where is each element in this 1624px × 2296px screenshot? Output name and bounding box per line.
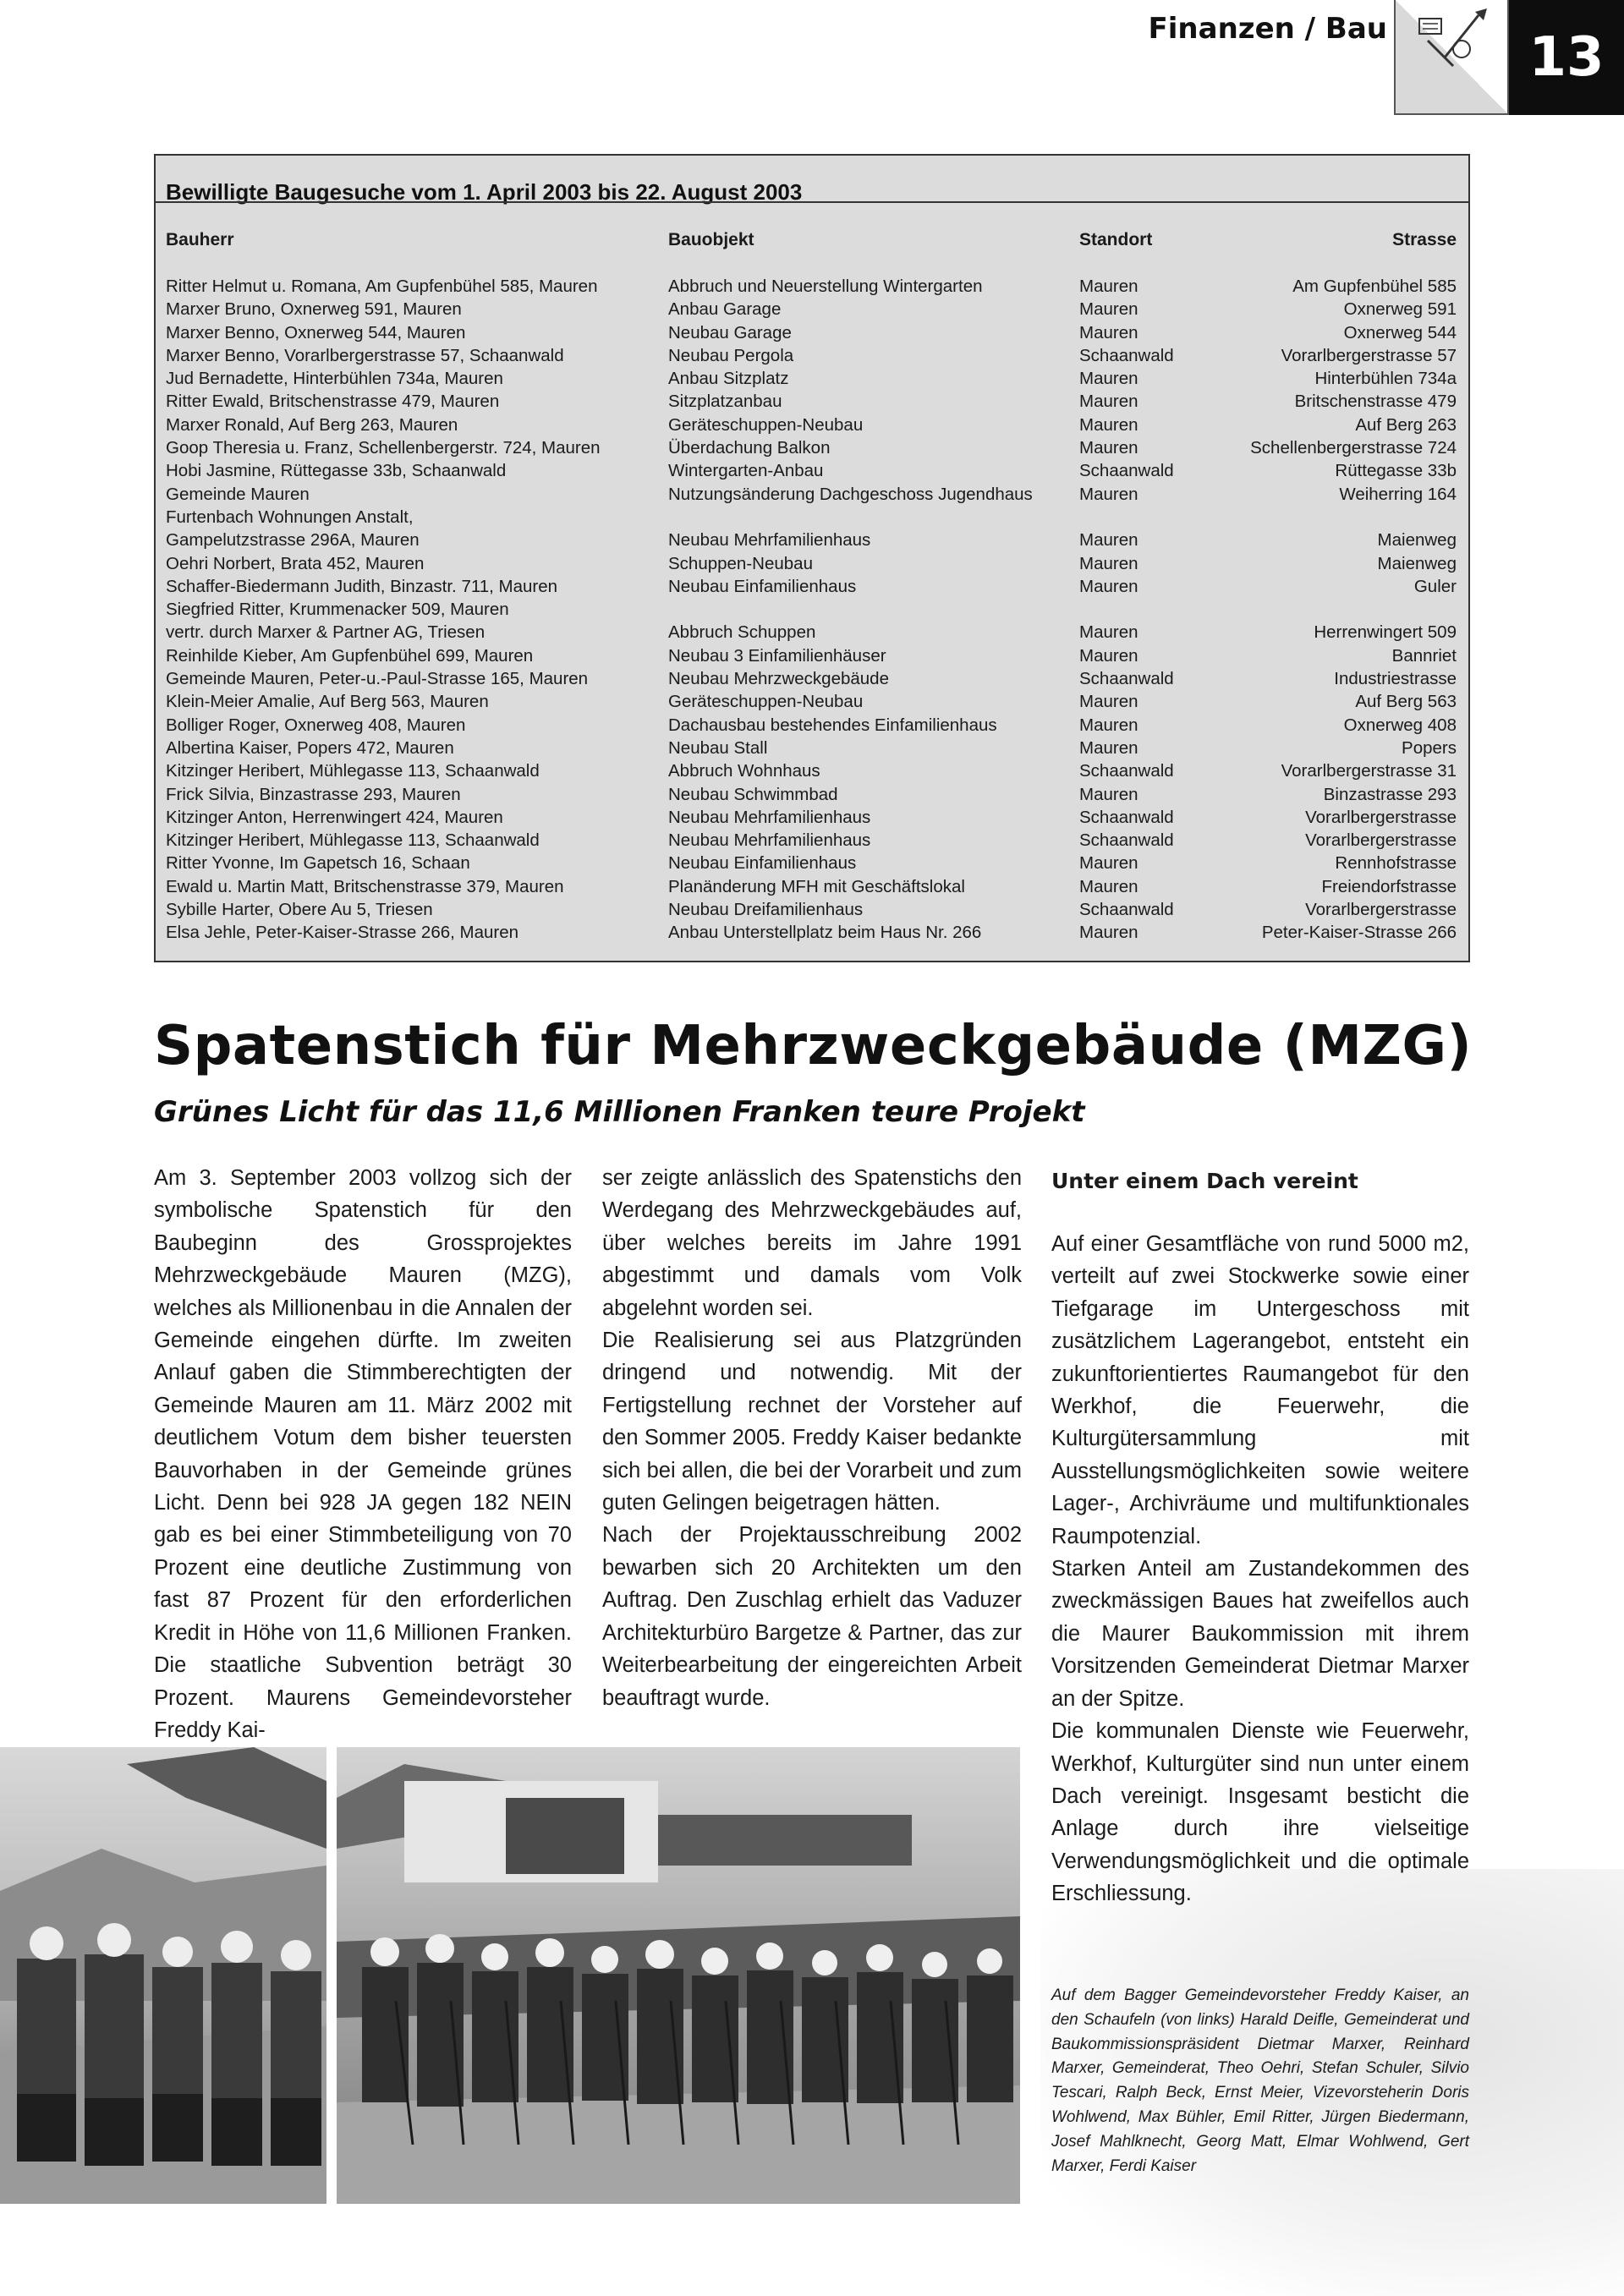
table-cell: Albertina Kaiser, Popers 472, Mauren — [166, 737, 454, 758]
table-row — [166, 414, 1457, 436]
table-row — [166, 690, 1457, 713]
table-cell: Schaffer-Biedermann Judith, Binzastr. 711, Mauren — [166, 576, 558, 596]
table-cell: Elsa Jehle, Peter-Kaiser-Strasse 266, Mauren — [166, 923, 519, 943]
table-row — [166, 390, 1457, 413]
table-row — [166, 344, 1457, 367]
table-row — [166, 783, 1457, 806]
table-cell: Schaanwald — [1079, 461, 1174, 481]
table-cell: Anbau Sitzplatz — [668, 369, 789, 389]
table-row — [166, 506, 1457, 529]
table-cell: Oehri Norbert, Brata 452, Mauren — [166, 553, 425, 573]
table-cell: Bannriet — [1391, 645, 1457, 666]
table-cell: Siegfried Ritter, Krummenacker 509, Mauren — [166, 600, 509, 620]
table-cell: Geräteschuppen-Neubau — [668, 692, 864, 712]
table-row — [166, 875, 1457, 898]
paragraph: Die kommunalen Dienste wie Feuerwehr, Werkhof, Kulturgüter sind nun unter einem Dach vereinigt. Insgesamt besticht die Anlage durch ihre vielseitige Verwendungsmöglichkeit und die optimale Erschliessung. — [1051, 1719, 1469, 1906]
table-cell: Vorarlbergerstrasse — [1305, 807, 1457, 827]
table-row — [166, 667, 1457, 690]
column-header: Standort — [1079, 230, 1153, 249]
table-cell: Neubau Pergola — [668, 345, 794, 365]
construction-tools-icon — [1394, 0, 1509, 115]
table-cell: Mauren — [1079, 715, 1138, 735]
table-cell: Neubau Schwimmbad — [668, 784, 838, 804]
table-cell — [1079, 506, 1248, 529]
table-cell: Anbau Garage — [668, 299, 782, 320]
table-cell: Mauren — [1079, 414, 1138, 435]
table-cell: Mauren — [1079, 369, 1138, 389]
table-cell: Planänderung MFH mit Geschäftslokal — [668, 876, 965, 896]
table-cell — [668, 598, 1079, 621]
table-cell: Kitzinger Heribert, Mühlegasse 113, Schaanwald — [166, 761, 540, 781]
table-cell: Reinhilde Kieber, Am Gupfenbühel 699, Mauren — [166, 645, 534, 666]
table-cell: Mauren — [1079, 784, 1138, 804]
table-row — [166, 459, 1457, 482]
table-cell: Schaanwald — [1079, 807, 1174, 827]
column-header: Strasse — [1392, 230, 1457, 249]
table-cell: Neubau Einfamilienhaus — [668, 853, 857, 874]
table-row — [166, 598, 1457, 621]
table-cell: Britschenstrasse 479 — [1294, 392, 1457, 412]
table-cell: Mauren — [1079, 322, 1138, 342]
table-cell: Gemeinde Mauren, Peter-u.-Paul-Strasse 165, Mauren — [166, 669, 589, 689]
table-cell: Hinterbühlen 734a — [1314, 369, 1457, 389]
table-row — [166, 436, 1457, 459]
divider — [156, 201, 1468, 203]
table-cell: Maienweg — [1377, 553, 1457, 573]
table-cell: Abbruch und Neuerstellung Wintergarten — [668, 277, 983, 296]
table-cell: Am Gupfenbühel 585 — [1292, 277, 1457, 296]
table-cell: Sitzplatzanbau — [668, 392, 782, 412]
table-cell: Neubau Einfamilienhaus — [668, 576, 857, 596]
paragraph: Nach der Projektausschreibung 2002 bewarben sich 20 Architekten um den Auftrag. Den Zuschlag erhielt das Vaduzer Architekturbüro Bargetze & Partner, das zur Weiterbearbeitung der eingereichten Arbeit beauftragt wurde. — [602, 1523, 1022, 1710]
table-cell: Schuppen-Neubau — [668, 553, 813, 573]
table-cell: Schellenbergerstrasse 724 — [1250, 438, 1457, 458]
table-cell: Peter-Kaiser-Strasse 266 — [1261, 923, 1457, 943]
table-row — [166, 321, 1457, 344]
table-cell: Mauren — [1079, 853, 1138, 874]
table-cell: Neubau Mehrfamilienhaus — [668, 807, 871, 827]
section-title: Finanzen / Bau — [1148, 12, 1387, 46]
table-row — [166, 737, 1457, 759]
table-cell: Nutzungsänderung Dachgeschoss Jugendhaus — [668, 484, 1033, 504]
table-cell: Goop Theresia u. Franz, Schellenbergerstr. 724, Mauren — [166, 438, 601, 458]
table-row — [166, 621, 1457, 644]
table-cell: Abbruch Schuppen — [668, 622, 816, 643]
table-cell: Schaanwald — [1079, 669, 1174, 689]
table-cell: Klein-Meier Amalie, Auf Berg 563, Mauren — [166, 692, 489, 712]
column-header: Bauobjekt — [668, 230, 754, 249]
table-cell: Mauren — [1079, 299, 1138, 320]
article-subheadline: Grünes Licht für das 11,6 Millionen Franken teure Projekt — [154, 1095, 1085, 1129]
table-cell: Gampelutzstrasse 296A, Mauren — [166, 530, 420, 551]
table-row — [166, 644, 1457, 667]
table-row — [166, 552, 1457, 575]
table-cell: Marxer Bruno, Oxnerweg 591, Mauren — [166, 299, 462, 320]
table-cell: Schaanwald — [1079, 830, 1174, 851]
table-cell: Abbruch Wohnhaus — [668, 761, 820, 781]
table-cell: Marxer Ronald, Auf Berg 263, Mauren — [166, 414, 458, 435]
table-row — [166, 921, 1457, 944]
table-cell: Neubau Mehrfamilienhaus — [668, 530, 871, 551]
table-cell: vertr. durch Marxer & Partner AG, Triesen — [166, 622, 486, 643]
table-cell: Wintergarten-Anbau — [668, 461, 824, 481]
groundbreaking-photo-right — [337, 1747, 1020, 2204]
table-cell: Schaanwald — [1079, 900, 1174, 920]
table-cell: Hobi Jasmine, Rüttegasse 33b, Schaanwald — [166, 461, 507, 481]
table-cell: Neubau Dreifamilienhaus — [668, 900, 864, 920]
table-cell: Freiendorfstrasse — [1321, 876, 1457, 896]
table-cell: Ritter Helmut u. Romana, Am Gupfenbühel 585, Mauren — [166, 277, 598, 296]
table-cell — [668, 506, 1079, 529]
table-row — [166, 829, 1457, 852]
table-cell: Neubau Garage — [668, 322, 792, 342]
table-cell: Gemeinde Mauren — [166, 484, 310, 504]
paragraph: Die Realisierung sei aus Platzgründen dringend und notwendig. Mit der Fertigstellung rechnet der Vorsteher auf den Sommer 2005. Freddy Kaiser bedankte sich bei allen, die bei der Vorarbeit und zum guten Gelingen beigetragen hätten. — [602, 1329, 1022, 1515]
table-cell: Auf Berg 263 — [1355, 414, 1457, 435]
table-cell: Mauren — [1079, 392, 1138, 412]
table-cell: Mauren — [1079, 277, 1138, 296]
table-cell: Herrenwingert 509 — [1314, 622, 1457, 643]
table-row — [166, 483, 1457, 506]
table-cell: Ewald u. Martin Matt, Britschenstrasse 379, Mauren — [166, 876, 564, 896]
table-cell: Oxnerweg 544 — [1343, 322, 1457, 342]
table-row — [166, 852, 1457, 874]
table-cell: Ritter Yvonne, Im Gapetsch 16, Schaan — [166, 853, 470, 874]
paragraph: ser zeigte anlässlich des Spatenstichs den Werdegang des Mehrzweckgebäudes auf, über welches bereits im Jahre 1991 abgestimmt und damals vom Volk abgelehnt worden sei. — [602, 1166, 1022, 1320]
table-cell: Dachausbau bestehendes Einfamilienhaus — [668, 715, 997, 735]
table-cell: Neubau Mehrfamilienhaus — [668, 830, 871, 851]
table-cell: Frick Silvia, Binzastrasse 293, Mauren — [166, 784, 461, 804]
permits-header — [166, 228, 1457, 251]
table-cell: Maienweg — [1377, 530, 1457, 551]
building-permits-box — [154, 154, 1470, 962]
table-cell: Vorarlbergerstrasse — [1305, 830, 1457, 851]
table-cell: Mauren — [1079, 737, 1138, 758]
table-cell — [1248, 598, 1457, 621]
table-cell: Neubau Mehrzweckgebäude — [668, 669, 889, 689]
table-cell: Schaanwald — [1079, 345, 1174, 365]
permits-title: Bewilligte Baugesuche vom 1. April 2003 bis 22. August 2003 — [166, 179, 803, 205]
column-header: Bauherr — [166, 230, 234, 249]
table-cell: Mauren — [1079, 576, 1138, 596]
table-cell: Ritter Ewald, Britschenstrasse 479, Mauren — [166, 392, 500, 412]
table-cell: Auf Berg 563 — [1355, 692, 1457, 712]
table-cell: Anbau Unterstellplatz beim Haus Nr. 266 — [668, 923, 982, 943]
table-row — [166, 367, 1457, 390]
table-cell: Jud Bernadette, Hinterbühlen 734a, Mauren — [166, 369, 503, 389]
table-cell: Industriestrasse — [1334, 669, 1457, 689]
table-cell: Überdachung Balkon — [668, 438, 831, 458]
table-cell: Geräteschuppen-Neubau — [668, 414, 864, 435]
table-cell: Mauren — [1079, 530, 1138, 551]
article-column-1 — [154, 1162, 572, 1746]
section-heading: Unter einem Dach vereint — [1051, 1169, 1358, 1193]
table-cell: Popers — [1402, 737, 1457, 758]
table-cell: Vorarlbergerstrasse 31 — [1281, 761, 1457, 781]
table-cell: Guler — [1413, 576, 1457, 596]
table-cell: Mauren — [1079, 692, 1138, 712]
table-row — [166, 298, 1457, 321]
table-cell: Rüttegasse 33b — [1335, 461, 1457, 481]
table-cell: Schaanwald — [1079, 761, 1174, 781]
table-cell — [1248, 506, 1457, 529]
permits-table-body — [166, 275, 1457, 945]
paragraph: Starken Anteil am Zustandekommen des zweckmässigen Baues hat zweifellos auch die Maurer Baukommission mit ihrem Vorsitzenden Gemeinderat Dietmar Marxer an der Spitze. — [1051, 1557, 1469, 1711]
photo-caption: Auf dem Bagger Gemeindevorsteher Freddy Kaiser, an den Schaufeln (von links) Harald Deifle, Gemeinderat und Baukommissionspräsident Dietmar Marxer, Reinhard Marxer, Gemeinderat, Theo Oehri, Stefan Schuler, Silvio Tescari, Ralph Beck, Ernst Meier, Vizevorsteherin Doris Wohlwend, Max Bühler, Emil Ritter, Jürgen Biedermann, Josef Mahlknecht, Georg Matt, Elmar Wohlwend, Gert Marxer, Ferdi Kaiser — [1051, 1986, 1469, 2175]
table-row — [166, 759, 1457, 782]
table-cell: Rennhofstrasse — [1335, 853, 1457, 874]
table-cell: Marxer Benno, Oxnerweg 544, Mauren — [166, 322, 466, 342]
article-column-3 — [1051, 1167, 1469, 1910]
table-cell: Neubau Stall — [668, 737, 768, 758]
table-cell: Weiherring 164 — [1339, 484, 1457, 504]
table-cell: Mauren — [1079, 622, 1138, 643]
table-row — [166, 575, 1457, 598]
table-cell: Oxnerweg 408 — [1343, 715, 1457, 735]
table-row — [166, 898, 1457, 921]
table-cell: Vorarlbergerstrasse — [1305, 900, 1457, 920]
article-headline: Spatenstich für Mehrzweckgebäude (MZG) — [154, 1015, 1473, 1077]
table-cell: Mauren — [1079, 438, 1138, 458]
table-row — [166, 275, 1457, 298]
table-cell: Mauren — [1079, 923, 1138, 943]
table-cell: Neubau 3 Einfamilienhäuser — [668, 645, 886, 666]
table-cell: Vorarlbergerstrasse 57 — [1281, 345, 1457, 365]
table-cell: Marxer Benno, Vorarlbergerstrasse 57, Schaanwald — [166, 345, 564, 365]
table-cell: Mauren — [1079, 484, 1138, 504]
table-cell: Mauren — [1079, 645, 1138, 666]
groundbreaking-photo-left — [0, 1747, 326, 2204]
table-cell: Sybille Harter, Obere Au 5, Triesen — [166, 900, 433, 920]
article-column-2 — [602, 1162, 1022, 1714]
table-cell: Mauren — [1079, 553, 1138, 573]
page-number: 13 — [1509, 0, 1624, 115]
table-cell: Binzastrasse 293 — [1323, 784, 1457, 804]
table-row — [166, 806, 1457, 829]
table-cell: Oxnerweg 591 — [1343, 299, 1457, 320]
table-header-row — [166, 228, 1457, 251]
paragraph: Am 3. September 2003 vollzog sich der symbolische Spatenstich für den Baubeginn des Grossprojektes Mehrzweckgebäude Mauren (MZG), welches als Millionenbau in die Annalen der Gemeinde eingehen dürfte. Im zweiten Anlauf gaben die Stimmberechtigten der Gemeinde Mauren am 11. März 2002 mit deutlichem Votum dem bisher teuersten Bauvorhaben in der Gemeinde grünes Licht. Denn bei 928 JA gegen 182 NEIN gab es bei einer Stimmbeteiligung von 70 Prozent eine deutliche Zustimmung von fast 87 Prozent für den erforderlichen Kredit in Höhe von 11,6 Millionen Franken. Die staatliche Subvention beträgt 30 Prozent. Maurens Gemeindevorsteher Freddy Kai- — [154, 1166, 572, 1742]
table-cell: Mauren — [1079, 876, 1138, 896]
table-cell: Bolliger Roger, Oxnerweg 408, Mauren — [166, 715, 466, 735]
table-cell — [1079, 598, 1248, 621]
table-cell: Kitzinger Anton, Herrenwingert 424, Mauren — [166, 807, 503, 827]
paragraph: Auf einer Gesamtfläche von rund 5000 m2, verteilt auf zwei Stockwerke sowie einer Tiefgarage im Untergeschoss mit zusätzlichem Lagerangebot, entsteht ein zukunftorientiertes Raumangebot für den Werkhof, die Feuerwehr, die Kulturgütersammlung mit Ausstellungsmöglichkeiten sowie weitere Lager-, Archivräume und multifunktionales Raumpotenzial. — [1051, 1232, 1469, 1548]
table-cell: Furtenbach Wohnungen Anstalt, — [166, 507, 414, 527]
table-row — [166, 714, 1457, 737]
table-row — [166, 529, 1457, 551]
table-cell: Kitzinger Heribert, Mühlegasse 113, Schaanwald — [166, 830, 540, 851]
